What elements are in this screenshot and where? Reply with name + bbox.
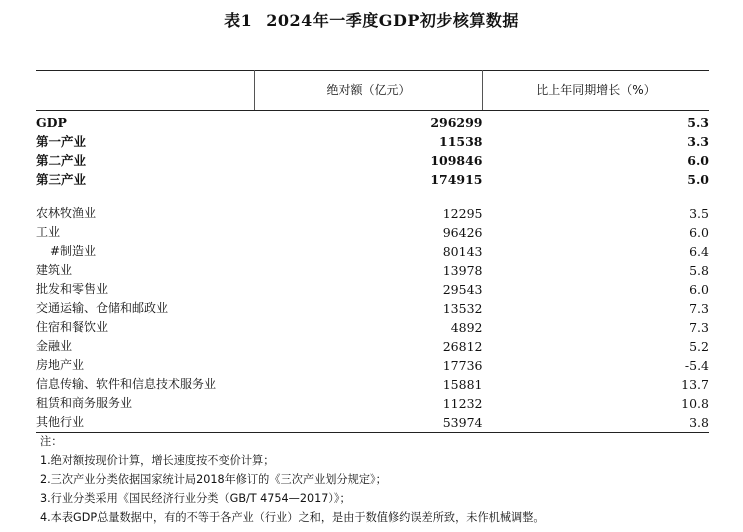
row-growth: 7.3 — [689, 301, 709, 316]
table-row — [36, 337, 709, 356]
row-growth: 6.0 — [689, 282, 709, 297]
table-body — [36, 111, 709, 433]
row-name: 其他行业 — [36, 413, 255, 433]
table-row — [36, 413, 709, 433]
row-absolute: 12295 — [442, 206, 483, 221]
row-growth: 13.7 — [681, 377, 709, 392]
note-item: 2.三次产业分类依据国家统计局2018年修订的《三次产业划分规定》； — [40, 473, 387, 486]
row-absolute: 96426 — [442, 225, 483, 240]
row-name: #制造业 — [50, 244, 97, 258]
row-absolute: 11538 — [439, 134, 483, 149]
row-absolute: 13532 — [442, 301, 483, 316]
table-row — [36, 242, 709, 261]
row-absolute: 17736 — [442, 358, 483, 373]
row-growth: 6.0 — [687, 153, 709, 168]
table-title — [0, 8, 743, 31]
row-name: 房地产业 — [36, 358, 85, 372]
row-growth: 7.3 — [689, 320, 709, 335]
row-absolute: 29543 — [442, 282, 483, 297]
table-title-text: 2024年一季度GDP初步核算数据 — [266, 11, 519, 30]
row-growth: 5.0 — [687, 172, 709, 187]
table-row — [36, 280, 709, 299]
row-absolute: 174915 — [430, 172, 483, 187]
table-row — [36, 261, 709, 280]
table-row — [36, 375, 709, 394]
row-name: 租赁和商务服务业 — [36, 396, 133, 410]
table-row — [36, 170, 709, 189]
notes — [40, 432, 545, 527]
row-absolute: 296299 — [430, 115, 483, 130]
row-growth: 5.3 — [687, 115, 709, 130]
row-name: 金融业 — [36, 339, 73, 353]
row-growth: 5.8 — [689, 263, 709, 278]
table-row — [36, 111, 709, 133]
row-growth: 6.4 — [689, 244, 709, 259]
row-name: 批发和零售业 — [36, 282, 109, 296]
row-name: 交通运输、仓储和邮政业 — [36, 301, 169, 315]
notes-heading: 注： — [40, 435, 63, 448]
row-absolute: 4892 — [450, 320, 483, 335]
row-absolute: 13978 — [442, 263, 483, 278]
row-growth: -5.4 — [684, 358, 709, 373]
table-row — [36, 394, 709, 413]
row-name: 农林牧渔业 — [36, 206, 97, 220]
note-item: 3.行业分类采用《国民经济行业分类（GB/T 4754—2017）》； — [40, 492, 351, 505]
row-absolute: 53974 — [255, 413, 483, 433]
row-name: 工业 — [36, 225, 61, 239]
table-row — [36, 204, 709, 223]
table-header-row — [36, 71, 709, 111]
table-label: 表1 — [224, 11, 253, 30]
row-name: GDP — [36, 115, 67, 130]
header-name — [36, 71, 255, 111]
row-name: 信息传输、软件和信息技术服务业 — [36, 377, 217, 391]
header-growth: 比上年同期增长（%） — [483, 71, 710, 111]
spacer-row — [36, 189, 709, 204]
gdp-table — [36, 70, 709, 433]
table-row — [36, 356, 709, 375]
row-absolute: 11232 — [442, 396, 483, 411]
row-growth: 3.3 — [687, 134, 709, 149]
row-growth: 3.8 — [483, 413, 710, 433]
table-row — [36, 318, 709, 337]
table-row — [36, 223, 709, 242]
row-growth: 10.8 — [681, 396, 709, 411]
row-growth: 6.0 — [689, 225, 709, 240]
row-name: 第三产业 — [36, 172, 87, 187]
row-absolute: 109846 — [430, 153, 483, 168]
row-name: 第二产业 — [36, 153, 87, 168]
note-item: 1.绝对额按现价计算，增长速度按不变价计算； — [40, 454, 275, 467]
row-name: 第一产业 — [36, 134, 87, 149]
row-absolute: 26812 — [442, 339, 483, 354]
row-growth: 5.2 — [689, 339, 709, 354]
note-item: 4.本表GDP总量数据中，有的不等于各产业（行业）之和，是由于数值修约误差所致，未作机械调整。 — [40, 511, 545, 524]
row-growth: 3.5 — [689, 206, 709, 221]
header-absolute: 绝对额（亿元） — [255, 71, 483, 111]
table-row — [36, 151, 709, 170]
row-absolute: 80143 — [442, 244, 483, 259]
table-row — [36, 132, 709, 151]
row-name: 建筑业 — [36, 263, 73, 277]
row-absolute: 15881 — [442, 377, 483, 392]
row-name: 住宿和餐饮业 — [36, 320, 109, 334]
table-row — [36, 299, 709, 318]
